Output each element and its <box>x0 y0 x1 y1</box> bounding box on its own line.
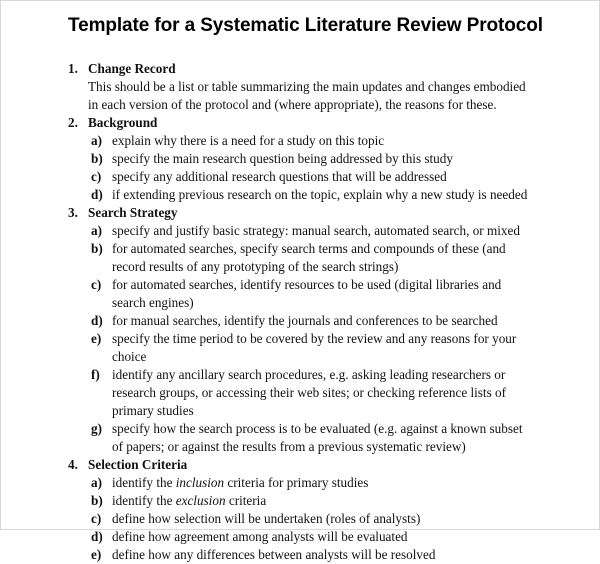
item-label: b) <box>91 241 103 256</box>
section-heading: Change Record <box>88 61 176 76</box>
item-label: a) <box>91 475 102 490</box>
document-title: Template for a Systematic Literature Review Protocol <box>68 15 543 36</box>
item-emphasis: exclusion <box>175 493 226 508</box>
list-item <box>68 222 528 240</box>
item-text: identify the <box>112 475 176 490</box>
item-label: a) <box>91 223 102 238</box>
item-label: g) <box>91 421 102 436</box>
item-text: specify the main research question being addressed by this study <box>112 151 453 166</box>
item-label: d) <box>91 187 103 202</box>
section-number: 2. <box>68 115 78 130</box>
list-item <box>68 474 528 492</box>
list-item <box>68 420 528 456</box>
item-text: criteria for primary studies <box>224 475 369 490</box>
item-text: identify the <box>112 493 176 508</box>
item-text: specify any additional research questions that will be addressed <box>112 169 447 184</box>
item-text: define how any differences between analysts will be resolved <box>112 547 436 562</box>
section-number: 1. <box>68 61 78 76</box>
list-item <box>68 276 528 312</box>
item-label: e) <box>91 331 102 346</box>
item-text: specify the time period to be covered by the review and any reasons for your choice <box>112 331 517 364</box>
section <box>68 114 528 204</box>
section-number: 4. <box>68 457 78 472</box>
item-label: d) <box>91 313 103 328</box>
item-text: specify how the search process is to be evaluated (e.g. against a known subset of papers; or against the results from a previous systematic review) <box>112 421 523 454</box>
item-text: for automated searches, identify resources to be used (digital libraries and search engines) <box>112 277 502 310</box>
list-item <box>68 150 528 168</box>
list-item <box>68 186 528 204</box>
item-text: for manual searches, identify the journals and conferences to be searched <box>112 313 498 328</box>
section <box>68 204 528 456</box>
list-item <box>68 312 528 330</box>
list-item <box>68 330 528 366</box>
list-item <box>68 132 528 150</box>
document-body <box>68 60 528 564</box>
item-text: specify and justify basic strategy: manual search, automated search, or mixed <box>112 223 520 238</box>
list-item <box>68 510 528 528</box>
item-label: c) <box>91 511 102 526</box>
list-item <box>68 240 528 276</box>
list-item <box>68 366 528 420</box>
section <box>68 60 528 114</box>
list-item <box>68 492 528 510</box>
item-label: c) <box>91 169 102 184</box>
item-emphasis: inclusion <box>175 475 225 490</box>
item-text: if extending previous research on the topic, explain why a new study is needed <box>112 187 528 202</box>
item-text: explain why there is a need for a study on this topic <box>112 133 385 148</box>
section-paragraph: This should be a list or table summarizing the main updates and changes embodied in each version of the protocol and (where appropriate), the reasons for these. <box>88 79 526 112</box>
item-text: identify any ancillary search procedures, e.g. asking leading researchers or research groups, or accessing their web sites; or checking reference lists of primary studies <box>112 367 507 418</box>
item-label: b) <box>91 151 103 166</box>
section-heading: Selection Criteria <box>88 457 188 472</box>
section <box>68 456 528 564</box>
item-label: f) <box>91 367 100 382</box>
section-heading: Background <box>88 115 158 130</box>
item-text: define how selection will be undertaken (roles of analysts) <box>112 511 421 526</box>
item-label: b) <box>91 493 103 508</box>
list-item <box>68 168 528 186</box>
item-label: e) <box>91 547 102 562</box>
item-label: c) <box>91 277 102 292</box>
section-heading: Search Strategy <box>88 205 178 220</box>
item-text: for automated searches, specify search terms and compounds of these (and record results of any prototyping of the search strings) <box>112 241 506 274</box>
item-label: a) <box>91 133 102 148</box>
item-text: define how agreement among analysts will be evaluated <box>112 529 408 544</box>
item-label: d) <box>91 529 103 544</box>
section-number: 3. <box>68 205 78 220</box>
item-text: criteria <box>225 493 267 508</box>
list-item <box>68 546 528 564</box>
list-item <box>68 528 528 546</box>
